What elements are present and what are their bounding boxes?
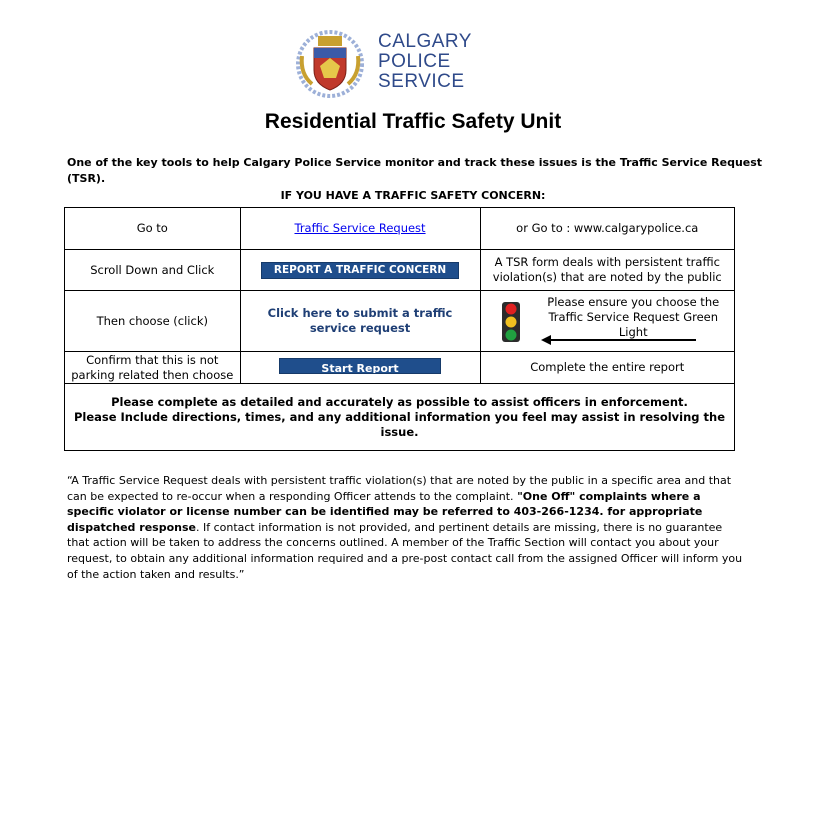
green-light-cell	[480, 291, 735, 352]
instructions-table	[64, 207, 735, 451]
report-traffic-concern-button[interactable]: REPORT A TRAFFIC CONCERN	[261, 262, 459, 279]
tsr-link-cell	[240, 208, 480, 250]
table-row	[65, 291, 735, 352]
logo-line-service: SERVICE	[378, 71, 465, 92]
start-report-button[interactable]: Start Report	[279, 358, 441, 374]
start-button-cell	[240, 352, 480, 384]
submit-link-cell	[240, 291, 480, 352]
quote-text-start: “A Traffic Service Request deals with persistent traffic violation(s) that are noted by the public in a specific area and that can be expected to re-occur when a responding Officer attends to the complaint.	[67, 474, 732, 503]
intro-paragraph: One of the key tools to help Calgary Police Service monitor and track these issues is the Traffic Service Request (TSR).	[67, 156, 763, 185]
report-button-cell	[240, 250, 480, 291]
calgary-police-logo	[292, 26, 472, 98]
website-alt: or Go to : www.calgarypolice.ca	[480, 208, 735, 250]
complete-report-note: Complete the entire report	[480, 352, 735, 384]
green-light-instruction: Please ensure you choose the Traffic Service Request Green Light	[547, 295, 720, 339]
quote-bold-referral: "One Off" complaints where a specific violator or license number can be identified may be referred to 403-266-1234. for appropriate dispatched response	[67, 489, 703, 534]
step-confirm: Confirm that this is not parking related then choose	[65, 352, 241, 384]
logo-line-calgary: CALGARY	[378, 31, 472, 52]
table-row	[65, 352, 735, 384]
logo-line-police: POLICE	[378, 51, 451, 72]
table-row	[65, 384, 735, 451]
concern-heading: IF YOU HAVE A TRAFFIC SAFETY CONCERN:	[280, 189, 546, 202]
guidance-notes	[65, 384, 735, 451]
traffic-light-icon	[501, 301, 521, 343]
guidance-note-2: Please Include directions, times, and any additional information you feel may assist in resolving the issue.	[73, 409, 726, 439]
traffic-service-request-link[interactable]: Traffic Service Request	[294, 221, 426, 235]
table-row	[65, 250, 735, 291]
arrow-left-icon	[541, 335, 696, 345]
table-row	[65, 208, 735, 250]
guidance-note-1: Please complete as detailed and accurately as possible to assist officers in enforcement.	[111, 394, 688, 409]
tsr-quote-paragraph	[67, 473, 747, 582]
page-title: Residential Traffic Safety Unit	[264, 110, 562, 133]
logo-wordmark	[378, 32, 472, 92]
step-then-choose: Then choose (click)	[65, 291, 241, 352]
step-go-to: Go to	[65, 208, 241, 250]
submit-traffic-service-request-link[interactable]: Click here to submit a traffic service request	[267, 306, 453, 335]
quote-text-end: . If contact information is not provided, and pertinent details are missing, there is no guarantee that action will be taken to address the concerns outlined. A member of the Traffic Section will contact you about your request, to obtain any additional information required and a pre-post contact call from the assigned Officer will inform you of the action taken and results.”	[67, 520, 743, 581]
step-scroll-click: Scroll Down and Click	[65, 250, 241, 291]
police-crest-icon	[292, 26, 372, 98]
tsr-description: A TSR form deals with persistent traffic violation(s) that are noted by the public	[480, 250, 735, 291]
